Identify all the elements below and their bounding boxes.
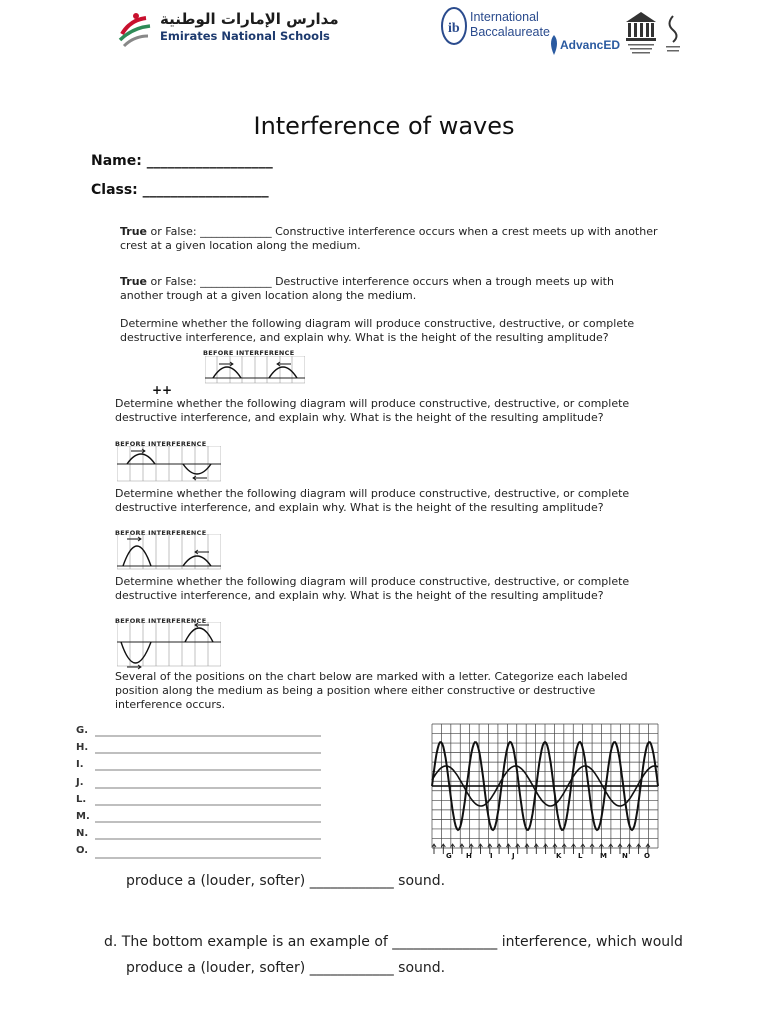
page-title: Interference of waves [253,112,515,140]
chart-letter: M [600,852,607,860]
question-1-label: True [120,225,148,238]
question-2-text: or False: _____________ Destructive interference occurs when a trough meets up with another trough at a given location along the medium. [120,275,614,302]
chart-letter: H [466,852,472,860]
position-item: M. [76,811,90,823]
position-arrow [534,844,538,854]
position-list [76,722,90,860]
position-arrow [506,844,510,854]
diagram-4-label: BEFORE INTERFERENCE [115,617,207,625]
diagram-1-label: BEFORE INTERFERENCE [203,349,295,357]
position-arrow [562,844,566,854]
diagram-1 [205,356,305,384]
position-arrow [479,844,483,854]
position-item: O. [76,845,89,857]
ens-logo-icon [116,10,156,50]
position-item: J. [76,776,84,788]
position-arrow [544,844,548,854]
position-arrow [525,844,529,854]
position-item: L. [76,793,87,805]
position-arrow [497,844,501,854]
line-d2: produce a (louder, softer) ____________ sound. [126,960,446,976]
school-english-name: Emirates National Schools [160,29,330,43]
ib-line-2: Baccalaureate [470,25,550,39]
position-arrow [441,844,445,854]
unesco-logo-icon [624,10,658,56]
position-arrow [590,844,594,854]
chart-letter: G [446,852,452,860]
chart-letter: N [622,852,628,860]
position-item: N. [76,828,89,840]
class-field: Class: __________________ [91,182,269,198]
advanced-logo-icon [547,34,561,56]
position-item: G. [76,725,89,736]
position-arrow [432,844,436,854]
position-item: H. [76,742,89,754]
position-arrow [460,844,464,854]
question-1 [120,225,660,253]
diagram-2 [117,446,221,482]
position-arrow [572,844,576,854]
question-7: Several of the positions on the chart below are marked with a letter. Categorize each labeled position along the medium as being a position where either constructive or destructive interference occurs. [115,670,628,711]
school-arabic-name: مدارس الإمارات الوطنية [160,10,339,28]
line-d1: d. The bottom example is an example of _______________ interference, which would [104,934,683,950]
question-3: Determine whether the following diagram will produce constructive, destructive, or complete destructive interference, and explain why. What is the height of the resulting amplitude? [120,317,635,344]
question-5: Determine whether the following diagram will produce constructive, destructive, or complete destructive interference, and explain why. What is the height of the resulting amplitude? [115,487,630,514]
diagram-3 [117,534,221,570]
question-1-text: or False: _____________ Constructive interference occurs when a crest meets up with another crest at a given location along the medium. [120,225,658,252]
chart-letter: J [512,852,515,860]
diagram-4 [117,622,221,670]
answer-lines [95,722,325,862]
chart-letter: O [644,852,650,860]
line-c-end: produce a (louder, softer) ____________ sound. [126,873,446,889]
svg-text:ib: ib [448,21,460,36]
chart-letter: K [556,852,562,860]
ib-line-1: International [470,10,539,24]
name-field: Name: __________________ [91,153,273,169]
chart-letter: L [578,852,583,860]
position-arrow [609,844,613,854]
ib-name [470,10,550,40]
ib-logo-icon [440,6,468,46]
wave-interference-chart [430,722,660,850]
chart-letter: I [490,852,493,860]
question-6: Determine whether the following diagram will produce constructive, destructive, or complete destructive interference, and explain why. What is the height of the resulting amplitude? [115,575,630,602]
question-2-label: True [120,275,148,288]
position-arrow [637,844,641,854]
plus-marks: ++ [152,383,173,397]
question-4: Determine whether the following diagram will produce constructive, destructive, or complete destructive interference, and explain why. What is the height of the resulting amplitude? [115,397,630,424]
diagram-3-label: BEFORE INTERFERENCE [115,529,207,537]
partner-logo-icon [662,10,684,56]
diagram-2-label: BEFORE INTERFERENCE [115,440,207,448]
question-2 [120,275,660,303]
advanced-name: AdvancED [560,38,621,52]
position-arrow [516,844,520,854]
position-item: I. [76,759,84,771]
